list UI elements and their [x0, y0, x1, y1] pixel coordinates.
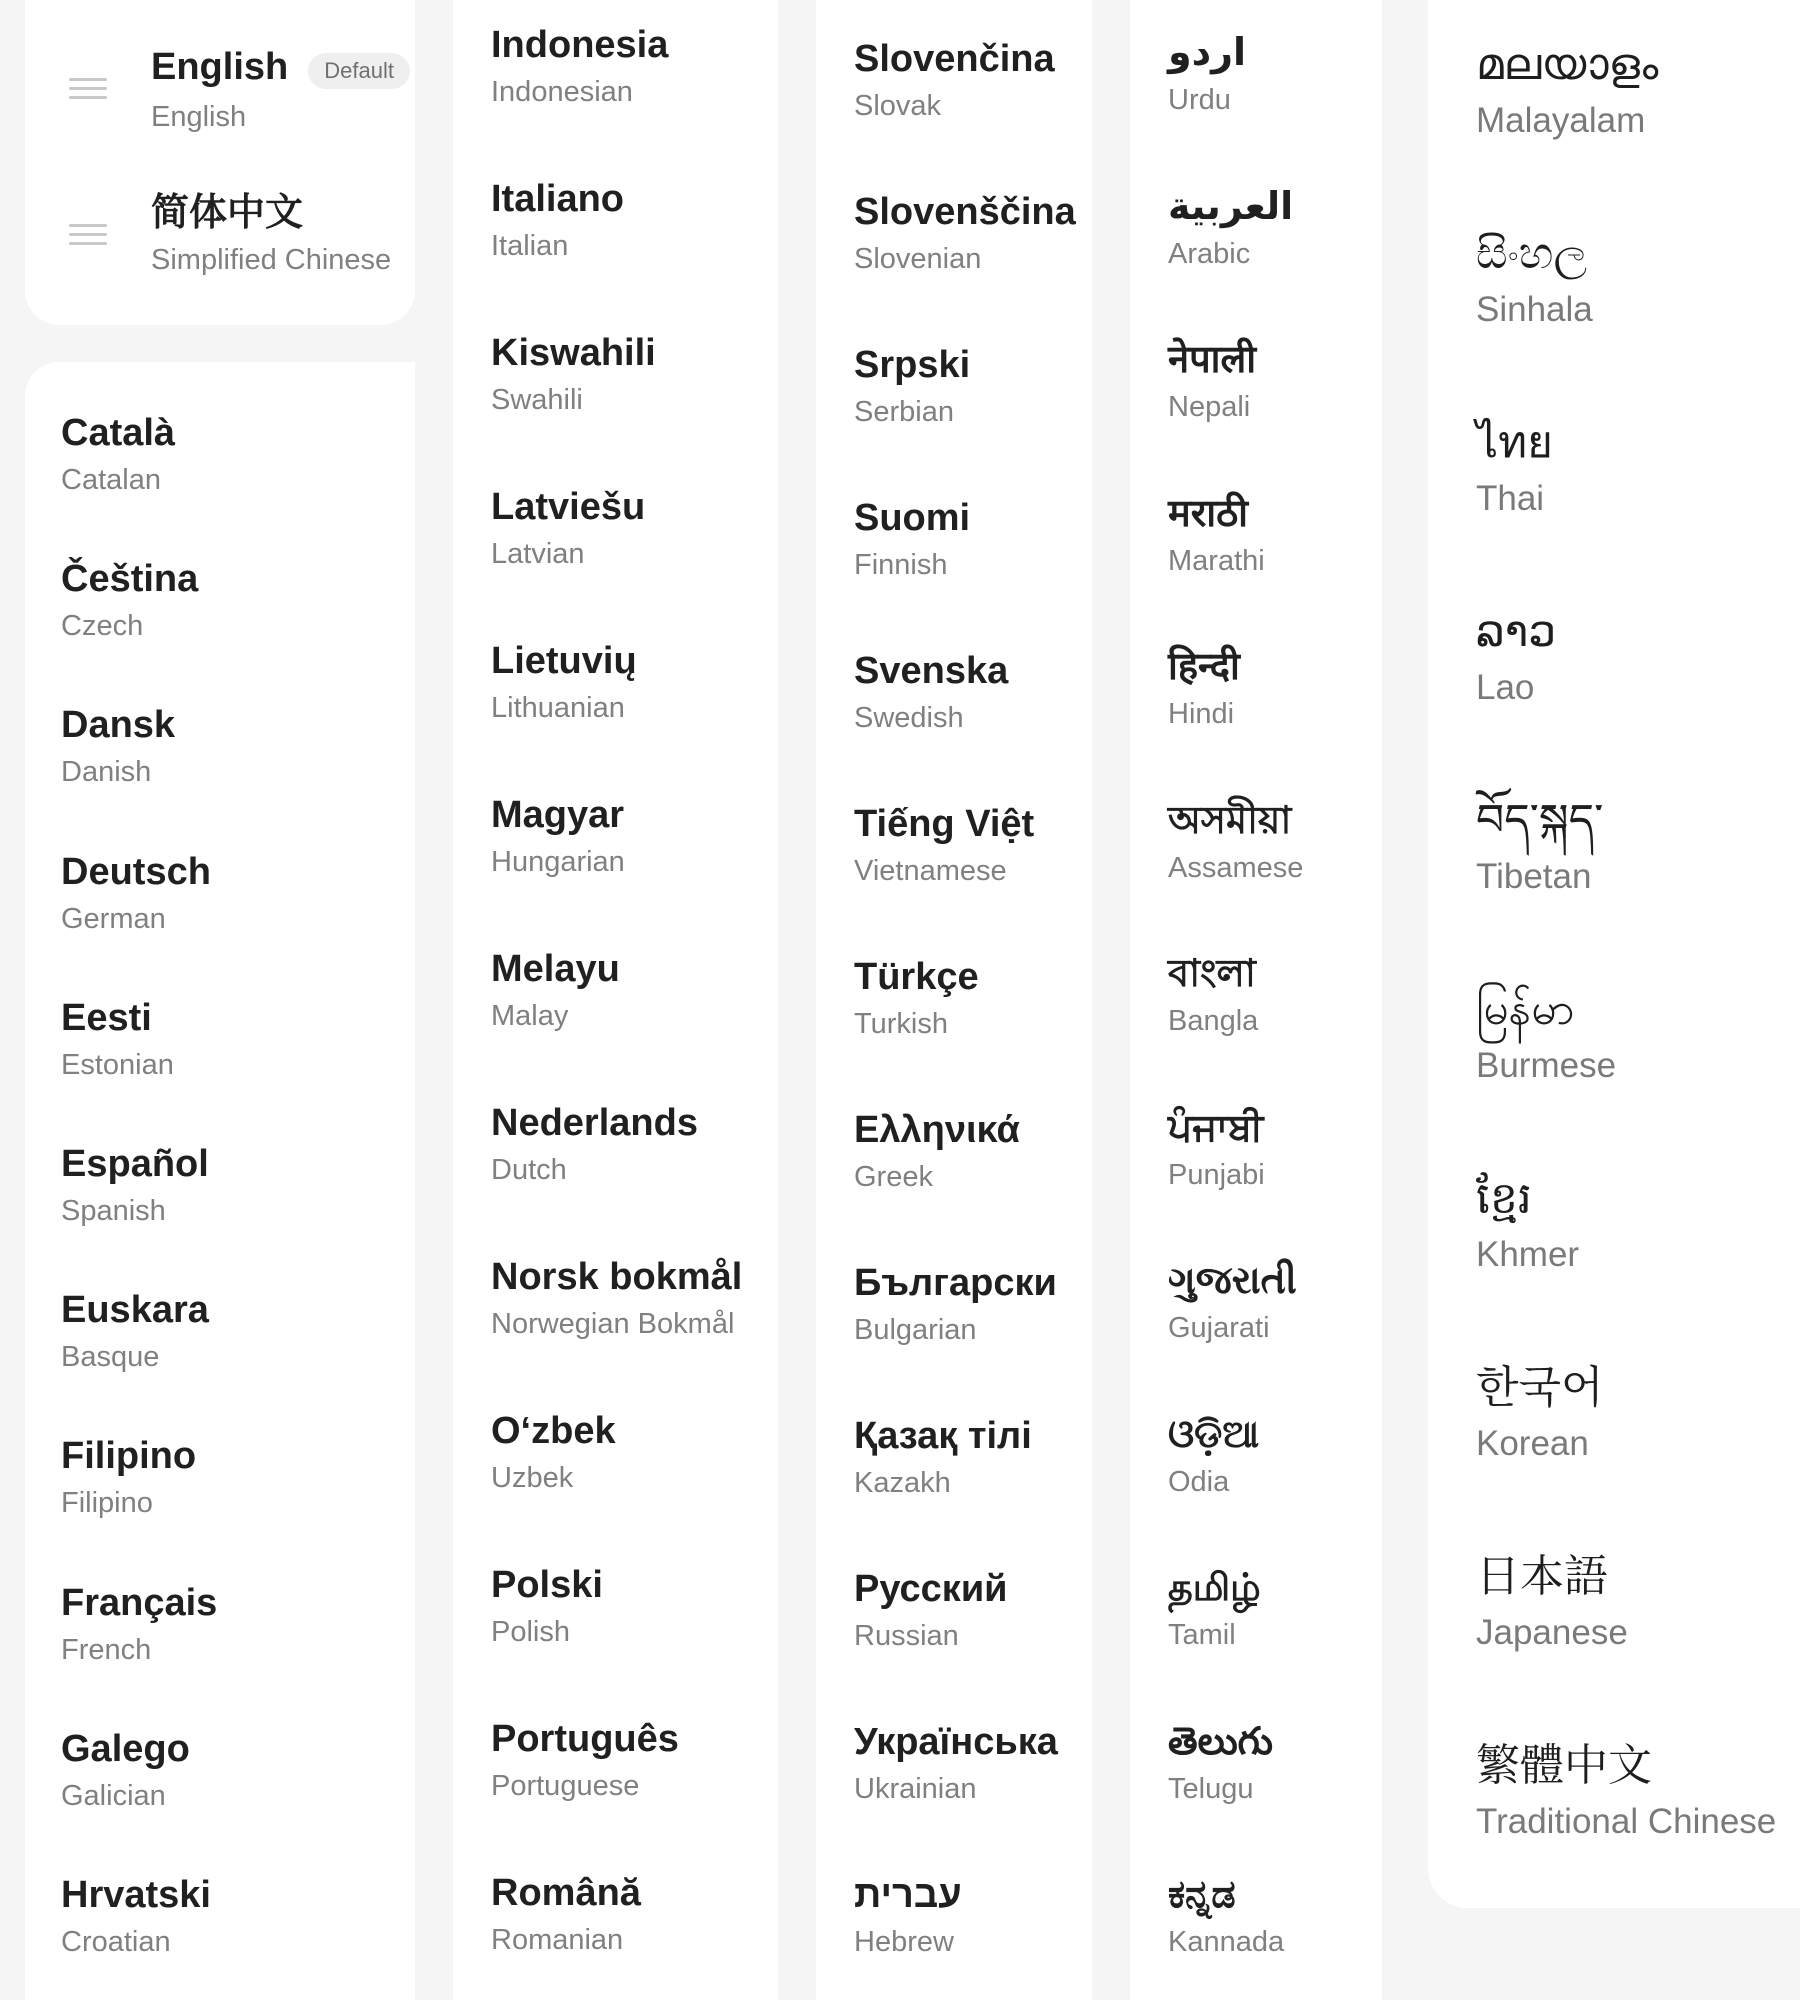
language-option[interactable] [1476, 38, 1800, 142]
language-native-name: ଓଡ଼ିଆ [1168, 1413, 1260, 1456]
language-option[interactable] [491, 792, 778, 880]
drag-handle-icon[interactable] [69, 78, 107, 100]
language-english-name: Filipino [61, 1487, 153, 1520]
language-english-name: Swedish [854, 702, 964, 734]
language-english-name: Vietnamese [854, 855, 1007, 887]
language-native-name: Italiano [491, 178, 625, 220]
language-option[interactable] [491, 176, 778, 264]
language-english-name: Korean [1476, 1424, 1589, 1463]
language-native-name: 简体中文 [151, 192, 304, 234]
language-native-name: ગુજરાતી [1168, 1260, 1297, 1302]
language-column-4 [1130, 0, 1382, 2000]
language-english-name: Norwegian Bokmål [491, 1308, 735, 1340]
language-native-name: English [151, 46, 289, 88]
language-option[interactable] [854, 1719, 1092, 1807]
language-english-name: Finnish [854, 549, 948, 581]
language-option[interactable] [854, 1107, 1092, 1195]
language-option[interactable] [854, 1872, 1092, 1960]
language-english-name: Arabic [1168, 237, 1251, 270]
language-option[interactable] [491, 1254, 778, 1342]
language-option[interactable] [854, 495, 1092, 583]
language-native-name: ಕನ್ನಡ [1168, 1874, 1236, 1916]
language-native-name: Galego [61, 1727, 190, 1770]
language-native-name: Català [61, 412, 176, 454]
language-english-name: Khmer [1476, 1235, 1580, 1274]
language-option[interactable] [854, 189, 1092, 277]
language-column-5 [1428, 0, 1800, 1908]
language-native-name: Slovenščina [854, 191, 1076, 233]
language-option[interactable] [854, 954, 1092, 1042]
language-english-name: Telugu [1168, 1772, 1254, 1805]
language-native-name: Română [491, 1872, 641, 1914]
language-native-name: Tiếng Việt [854, 803, 1035, 845]
language-english-name: Tamil [1168, 1619, 1236, 1651]
language-native-name: 日本語 [1476, 1552, 1608, 1601]
language-english-name: Kazakh [854, 1467, 951, 1499]
language-english-name: German [61, 902, 166, 935]
selected-languages-card [25, 0, 415, 325]
language-option[interactable] [61, 849, 415, 937]
language-english-name: Spanish [61, 1195, 166, 1227]
language-native-name: Latviešu [491, 486, 646, 528]
language-native-name: தமிழ் [1168, 1567, 1261, 1609]
language-option[interactable] [1168, 337, 1382, 425]
language-english-name: Dutch [491, 1154, 567, 1186]
language-option[interactable] [491, 1562, 778, 1650]
language-native-name: Srpski [854, 344, 971, 386]
language-english-name: Danish [61, 756, 152, 789]
language-english-name: Estonian [61, 1048, 174, 1081]
language-english-name: Lao [1476, 668, 1535, 707]
language-column-1 [25, 362, 415, 2000]
language-native-name: ไทย [1476, 418, 1553, 467]
language-native-name: සිංහල [1476, 229, 1588, 278]
language-option[interactable] [491, 1408, 778, 1496]
language-english-name: Indonesian [491, 76, 633, 108]
language-native-name: Magyar [491, 794, 625, 836]
language-english-name: Russian [854, 1620, 959, 1652]
language-native-name: 繁體中文 [1476, 1741, 1652, 1790]
language-option[interactable] [61, 1141, 415, 1229]
language-english-name: French [61, 1633, 152, 1666]
language-english-name: Greek [854, 1161, 933, 1193]
language-english-name: Gujarati [1168, 1312, 1270, 1344]
language-option[interactable] [854, 342, 1092, 430]
language-native-name: Polski [491, 1564, 603, 1606]
language-native-name: Melayu [491, 948, 620, 990]
language-english-name: Assamese [1168, 851, 1304, 884]
language-option[interactable] [491, 1716, 778, 1804]
language-native-name: తెలుగు [1168, 1720, 1273, 1763]
language-native-name: Ελληνικά [854, 1109, 1020, 1151]
language-english-name: Portuguese [491, 1770, 640, 1802]
language-native-name: اردو [1168, 32, 1247, 74]
language-option[interactable] [491, 22, 778, 110]
language-english-name: Marathi [1168, 544, 1265, 577]
language-english-name: Polish [491, 1616, 570, 1648]
language-option[interactable] [1168, 1719, 1382, 1807]
language-english-name: Tibetan [1476, 857, 1592, 896]
language-english-name: Kannada [1168, 1926, 1285, 1958]
language-option[interactable] [61, 702, 415, 790]
language-option[interactable] [1168, 1105, 1382, 1193]
language-native-name: नेपाली [1168, 339, 1257, 381]
language-native-name: मराठी [1168, 492, 1249, 535]
language-native-name: Suomi [854, 497, 971, 539]
language-option[interactable] [1168, 1258, 1382, 1346]
language-option[interactable] [1168, 1412, 1382, 1500]
language-native-name: অসমীয়া [1168, 799, 1292, 842]
language-option[interactable] [1476, 983, 1800, 1087]
language-native-name: Français [61, 1581, 218, 1624]
language-native-name: ਪੰਜਾਬੀ [1168, 1106, 1264, 1149]
language-option[interactable] [491, 1100, 778, 1188]
language-option[interactable] [1168, 1565, 1382, 1653]
language-english-name: Catalan [61, 464, 161, 496]
language-native-name: Slovenčina [854, 38, 1055, 80]
language-option[interactable] [1168, 951, 1382, 1039]
language-english-name: Bulgarian [854, 1314, 977, 1346]
language-option[interactable] [1476, 1550, 1800, 1654]
language-native-name: ខ្មែរ [1476, 1174, 1532, 1223]
default-badge: Default [308, 53, 410, 89]
language-option[interactable] [854, 1413, 1092, 1501]
language-english-name: Italian [491, 230, 569, 262]
language-option[interactable] [1476, 605, 1800, 709]
language-option[interactable] [1476, 1739, 1800, 1843]
language-native-name: Eesti [61, 996, 152, 1039]
language-english-name: Latvian [491, 538, 585, 570]
language-option[interactable] [854, 1566, 1092, 1654]
language-english-name: English [151, 100, 247, 133]
language-english-name: Odia [1168, 1465, 1230, 1498]
language-english-name: Thai [1476, 479, 1545, 518]
language-native-name: ລາວ [1476, 607, 1557, 656]
language-native-name: Norsk bokmål [491, 1256, 743, 1298]
language-english-name: Turkish [854, 1008, 948, 1040]
language-option[interactable] [1476, 794, 1800, 898]
language-native-name: Svenska [854, 650, 1009, 692]
language-option[interactable] [491, 946, 778, 1034]
language-option[interactable] [1476, 1172, 1800, 1276]
language-native-name: Қазақ тілі [854, 1415, 1032, 1457]
language-column-3 [816, 0, 1092, 2000]
language-english-name: Nepali [1168, 391, 1251, 423]
language-english-name: Slovenian [854, 243, 982, 275]
language-english-name: Sinhala [1476, 290, 1593, 329]
language-option[interactable] [491, 330, 778, 418]
language-english-name: Croatian [61, 1926, 171, 1958]
language-english-name: Malayalam [1476, 101, 1646, 140]
language-option[interactable] [1168, 798, 1382, 886]
language-native-name: Euskara [61, 1289, 209, 1332]
language-english-name: Hebrew [854, 1926, 954, 1958]
language-english-name: Ukrainian [854, 1773, 977, 1805]
language-english-name: Basque [61, 1341, 160, 1374]
language-native-name: العربية [1168, 185, 1294, 228]
language-option[interactable] [1476, 416, 1800, 520]
language-native-name: မြန်မာ [1476, 985, 1575, 1034]
language-option[interactable] [854, 1260, 1092, 1348]
language-english-name: Hindi [1168, 698, 1235, 730]
language-native-name: བོད་སྐད་ [1476, 796, 1604, 845]
language-english-name: Punjabi [1168, 1158, 1265, 1191]
language-english-name: Simplified Chinese [151, 244, 392, 276]
language-option[interactable] [1476, 1361, 1800, 1465]
language-native-name: Nederlands [491, 1102, 698, 1144]
language-option[interactable] [491, 638, 778, 726]
language-native-name: Indonesia [491, 24, 669, 66]
language-option[interactable] [1168, 184, 1382, 272]
language-native-name: Hrvatski [61, 1874, 211, 1916]
language-english-name: Traditional Chinese [1476, 1802, 1777, 1841]
language-english-name: Galician [61, 1779, 166, 1812]
language-option[interactable] [61, 1580, 415, 1668]
language-option[interactable] [61, 410, 415, 498]
language-english-name: Romanian [491, 1924, 624, 1956]
language-english-name: Urdu [1168, 84, 1231, 116]
language-option[interactable] [1168, 491, 1382, 579]
language-native-name: Filipino [61, 1435, 197, 1478]
language-option[interactable] [1476, 227, 1800, 331]
language-native-name: Русский [854, 1568, 1008, 1610]
language-native-name: Español [61, 1143, 209, 1185]
language-option[interactable] [1168, 644, 1382, 732]
language-option[interactable] [491, 1870, 778, 1958]
language-native-name: Deutsch [61, 850, 211, 893]
language-english-name: Serbian [854, 396, 954, 428]
language-option[interactable] [61, 1872, 415, 1960]
language-english-name: Lithuanian [491, 692, 625, 724]
language-native-name: Lietuvių [491, 640, 637, 682]
language-native-name: Türkçe [854, 956, 979, 998]
language-native-name: Dansk [61, 704, 176, 747]
language-native-name: বাংলা [1168, 953, 1256, 995]
language-english-name: Slovak [854, 90, 942, 122]
language-option[interactable] [1168, 30, 1382, 118]
language-option[interactable] [61, 995, 415, 1083]
language-native-name: Čeština [61, 558, 199, 601]
language-option[interactable] [61, 1287, 415, 1375]
language-option[interactable] [61, 1433, 415, 1521]
language-english-name: Swahili [491, 384, 583, 416]
language-option[interactable] [854, 801, 1092, 889]
language-option[interactable] [61, 1726, 415, 1814]
language-native-name: 한국어 [1476, 1363, 1604, 1412]
language-english-name: Malay [491, 1000, 569, 1032]
language-option[interactable] [1168, 1872, 1382, 1960]
language-native-name: हिन्दी [1168, 646, 1240, 688]
language-native-name: മലയാളം [1476, 40, 1659, 89]
language-option[interactable] [491, 484, 778, 572]
language-english-name: Uzbek [491, 1462, 574, 1494]
language-native-name: O‘zbek [491, 1410, 616, 1452]
language-option[interactable] [854, 648, 1092, 736]
language-native-name: Kiswahili [491, 332, 656, 374]
language-option[interactable] [61, 556, 415, 644]
language-english-name: Bangla [1168, 1005, 1259, 1037]
language-native-name: Português [491, 1718, 679, 1760]
drag-handle-icon[interactable] [69, 224, 107, 246]
language-column-2 [453, 0, 778, 2000]
language-english-name: Burmese [1476, 1046, 1617, 1085]
language-native-name: עברית [854, 1874, 962, 1916]
language-native-name: Български [854, 1262, 1057, 1304]
language-option[interactable] [854, 36, 1092, 124]
language-english-name: Japanese [1476, 1613, 1628, 1652]
language-english-name: Czech [61, 610, 144, 643]
language-english-name: Hungarian [491, 846, 625, 878]
language-native-name: Українська [854, 1721, 1058, 1763]
